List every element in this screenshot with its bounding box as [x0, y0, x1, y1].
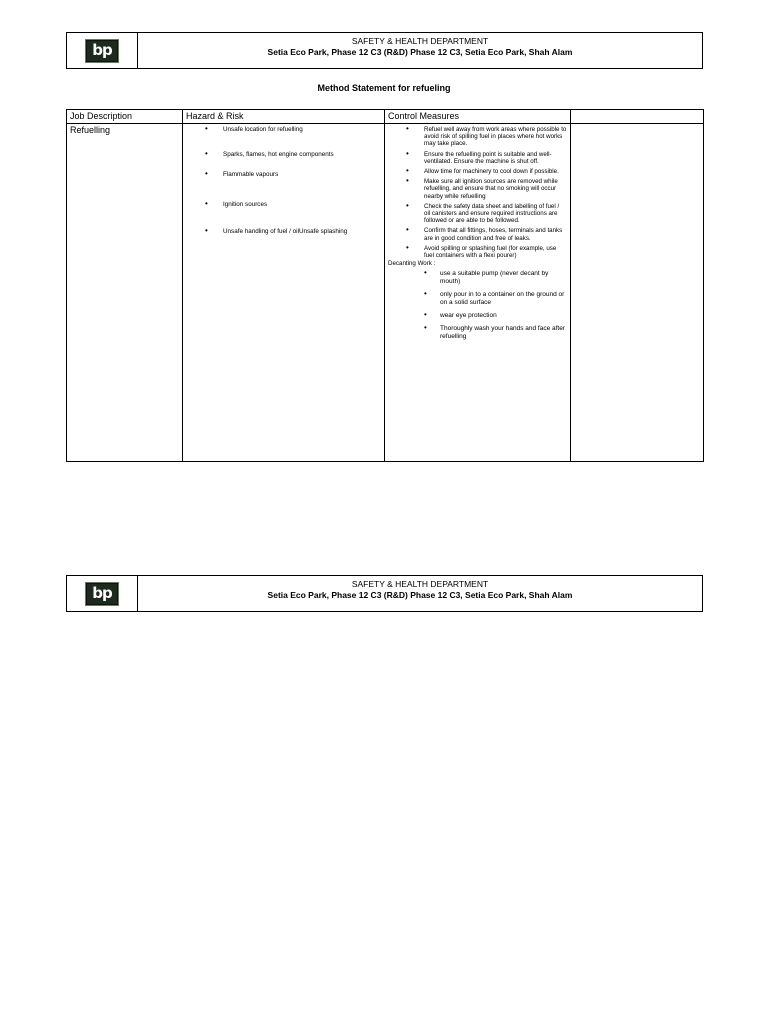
list-item: • Unsafe location for refuelling	[186, 126, 381, 134]
list-item: • Ignition sources	[186, 201, 381, 209]
list-item: • Unsafe handling of fuel / oilUnsafe splashing	[186, 228, 381, 236]
list-item: • Thoroughly wash your hands and face after refuelling	[388, 325, 567, 341]
list-item: • Sparks, flames, hot engine components	[186, 151, 381, 159]
list-item: • Flammable vapours	[186, 171, 381, 179]
header-text	[138, 33, 702, 68]
decanting-work-label: Decanting Work :	[388, 260, 436, 268]
job-description-cell: Refuelling	[67, 124, 183, 462]
department-address: Setia Eco Park, Phase 12 C3 (R&D) Phase 12 C3, Setia Eco Park, Shah Alam	[267, 47, 573, 57]
department-name: SAFETY & HEALTH DEPARTMENT	[351, 36, 489, 46]
method-statement-table	[66, 109, 704, 462]
department-name: SAFETY & HEALTH DEPARTMENT	[351, 579, 489, 589]
logo-text: bp	[92, 41, 112, 59]
table-header-row	[67, 110, 704, 124]
decanting-list	[388, 270, 567, 341]
control-measures-cell	[385, 124, 571, 462]
company-logo	[85, 39, 119, 63]
list-item: • Avoid spilling or splashing fuel (for example, use fuel containers with a flexi pourer)	[388, 245, 567, 259]
list-item: • Check the safety data sheet and labelling of fuel / oil canisters and ensure required instructions are followed or are able to be followed.	[388, 203, 567, 225]
hazard-list	[186, 126, 381, 236]
blank-cell	[571, 124, 704, 462]
control-measures-list	[388, 126, 567, 259]
logo-cell	[67, 33, 138, 68]
column-header-hazard: Hazard & Risk	[183, 110, 385, 124]
list-item: • Ensure the refuelling point is suitable and well-ventilated. Ensure the machine is shut off.	[388, 151, 567, 165]
list-item: • Allow time for machinery to cool down if possible.	[388, 168, 567, 175]
list-item: • Make sure all ignition sources are removed while refuelling, and ensure that no smoking will occur nearby while refuelling	[388, 178, 567, 200]
logo-cell	[67, 576, 138, 611]
list-item: • only pour in to a container on the ground or on a solid surface	[388, 291, 567, 307]
list-item: • wear eye protection	[388, 312, 567, 320]
list-item: • use a suitable pump (never decant by mouth)	[388, 270, 567, 286]
table-row	[67, 124, 704, 462]
list-item: • Confirm that all fittings, hoses, terminals and tanks are in good condition and free of leaks.	[388, 227, 567, 241]
logo-text: bp	[92, 584, 112, 602]
list-item: • Refuel well away from work areas where possible to avoid risk of spilling fuel in places where hot works may take place.	[388, 126, 567, 148]
column-header-blank	[571, 110, 704, 124]
column-header-control: Control Measures	[385, 110, 571, 124]
second-page-header	[66, 575, 703, 612]
column-header-job: Job Description	[67, 110, 183, 124]
header-text	[138, 576, 702, 611]
hazard-cell	[183, 124, 385, 462]
page-header	[66, 32, 703, 69]
company-logo	[85, 582, 119, 606]
document-title: Method Statement for refueling	[317, 83, 451, 93]
department-address: Setia Eco Park, Phase 12 C3 (R&D) Phase 12 C3, Setia Eco Park, Shah Alam	[267, 590, 573, 600]
